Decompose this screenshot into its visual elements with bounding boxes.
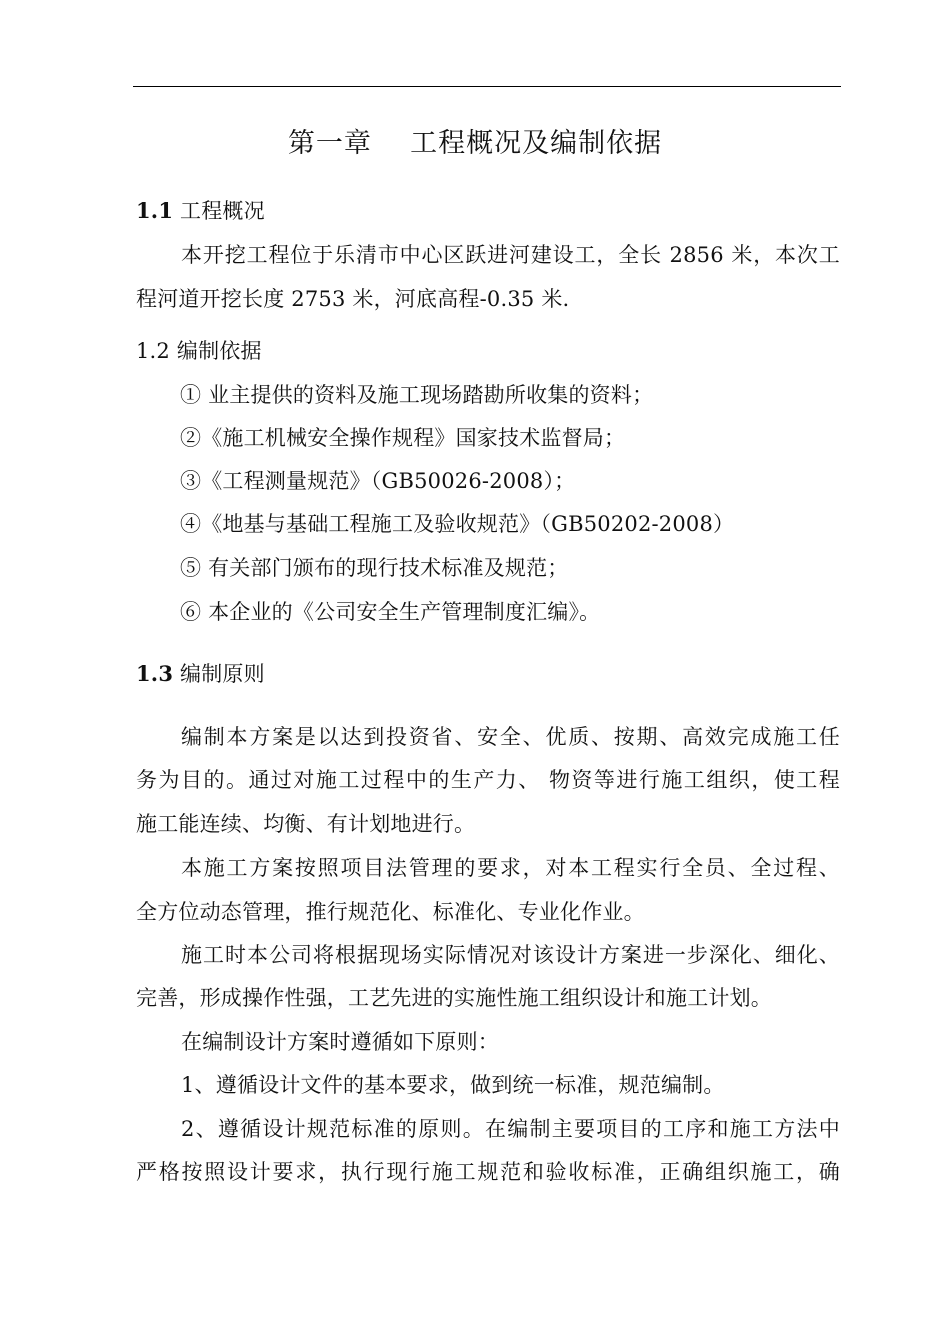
paragraph-line: 编制本方案是以达到投资省、安全、优质、按期、高效完成施工任 [181, 725, 840, 749]
paragraph-line: 本开挖工程位于乐清市中心区跃进河建设工，全长 2856 米，本次工 [181, 243, 840, 267]
paragraph-line: 施工能连续、均衡、有计划地进行。 [136, 812, 476, 836]
section-1-3-title: 编制原则 [180, 662, 265, 686]
paragraph-line: 1、遵循设计文件的基本要求，做到统一标准，规范编制。 [181, 1073, 725, 1097]
paragraph-line: 完善，形成操作性强，工艺先进的实施性施工组织设计和施工计划。 [136, 986, 772, 1010]
paragraph-line: 本施工方案按照项目法管理的要求，对本工程实行全员、全过程、 [181, 856, 840, 880]
section-1-1-heading [136, 196, 265, 226]
reference-item: ① 业主提供的资料及施工现场踏勘所收集的资料； [180, 383, 654, 407]
paragraph-line: 施工时本公司将根据现场实际情况对该设计方案进一步深化、细化、 [181, 943, 840, 967]
section-1-1-title: 工程概况 [180, 199, 265, 223]
reference-item: ⑤ 有关部门颁布的现行技术标准及规范； [180, 556, 569, 580]
section-1-2-heading: 1.2 编制依据 [136, 339, 262, 363]
reference-item: ⑥ 本企业的《公司安全生产管理制度汇编》。 [180, 600, 601, 624]
paragraph-line: 在编制设计方案时遵循如下原则： [181, 1030, 499, 1054]
header-rule [133, 86, 841, 87]
paragraph-line: 严格按照设计要求，执行现行施工规范和验收标准，正确组织施工，确 [136, 1160, 840, 1184]
paragraph-line: 2、遵循设计规范标准的原则。在编制主要项目的工序和施工方法中 [181, 1117, 840, 1141]
section-1-3-heading [136, 659, 265, 689]
reference-item: ③《工程测量规范》（GB50026-2008）； [180, 469, 576, 493]
paragraph-line: 程河道开挖长度 2753 米，河底高程-0.35 米. [136, 287, 570, 311]
paragraph-line: 务为目的。通过对施工过程中的生产力、 物资等进行施工组织，使工程 [136, 768, 840, 792]
reference-item: ④《地基与基础工程施工及验收规范》（GB50202-2008） [180, 512, 735, 536]
chapter-title: 第一章 工程概况及编制依据 [287, 128, 663, 159]
section-1-1-number: 1.1 [136, 198, 174, 223]
paragraph-line: 全方位动态管理，推行规范化、标准化、专业化作业。 [136, 900, 645, 924]
reference-item: ②《施工机械安全操作规程》国家技术监督局； [180, 426, 626, 450]
section-1-3-number: 1.3 [136, 661, 174, 686]
